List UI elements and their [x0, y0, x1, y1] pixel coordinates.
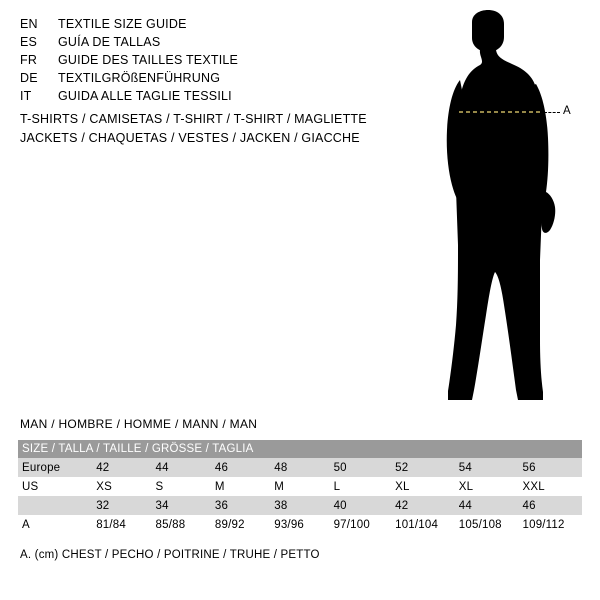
table-cell: 56: [519, 458, 583, 477]
table-cell: 48: [270, 458, 329, 477]
table-cell: 85/88: [152, 515, 211, 534]
table-cell: S: [152, 477, 211, 496]
row-label: [18, 496, 92, 515]
table-cell: 44: [152, 458, 211, 477]
table-cell: XL: [455, 477, 519, 496]
language-title: GUÍA DE TALLAS: [58, 35, 161, 49]
table-cell: 32: [92, 496, 151, 515]
table-cell: 93/96: [270, 515, 329, 534]
table-cell: 97/100: [330, 515, 392, 534]
language-code: FR: [20, 53, 38, 67]
language-row: [20, 87, 380, 105]
table-cell: 81/84: [92, 515, 151, 534]
row-label: A: [18, 515, 92, 534]
table-cell: M: [211, 477, 270, 496]
language-row: [20, 15, 380, 33]
language-row: [20, 51, 380, 69]
table-cell: XXL: [519, 477, 583, 496]
size-table: [18, 440, 582, 534]
table-cell: 38: [270, 496, 329, 515]
table-row: [18, 477, 582, 496]
measure-label-a: A: [563, 105, 572, 117]
language-code: EN: [20, 17, 38, 31]
row-label: US: [18, 477, 92, 496]
table-cell: 46: [211, 458, 270, 477]
category-line-tshirts: T-SHIRTS / CAMISETAS / T-SHIRT / T-SHIRT / MAGLIETTE: [20, 112, 367, 126]
table-cell: 54: [455, 458, 519, 477]
table-cell: XL: [391, 477, 455, 496]
table-row: [18, 458, 582, 477]
table-cell: 46: [519, 496, 583, 515]
table-header-row: [18, 440, 582, 458]
table-cell: M: [270, 477, 329, 496]
table-section-title: MAN / HOMBRE / HOMME / MANN / MAN: [20, 417, 258, 431]
category-block: [20, 110, 420, 148]
male-silhouette-illustration: [400, 10, 600, 405]
table-cell: L: [330, 477, 392, 496]
language-code: DE: [20, 71, 38, 85]
language-title: TEXTILGRÖßENFÜHRUNG: [58, 71, 221, 85]
row-label: Europe: [18, 458, 92, 477]
language-title: GUIDE DES TAILLES TEXTILE: [58, 53, 239, 67]
language-code: IT: [20, 89, 32, 103]
table-header-label: SIZE / TALLA / TAILLE / GRÖSSE / TAGLIA: [18, 440, 582, 458]
measure-leader-line: [544, 112, 560, 114]
language-row: [20, 33, 380, 51]
language-code: ES: [20, 35, 38, 49]
language-title: TEXTILE SIZE GUIDE: [58, 17, 187, 31]
table-cell: 52: [391, 458, 455, 477]
language-header-block: [20, 15, 380, 105]
table-cell: 40: [330, 496, 392, 515]
language-title: GUIDA ALLE TAGLIE TESSILI: [58, 89, 232, 103]
table-cell: 42: [391, 496, 455, 515]
table-cell: 89/92: [211, 515, 270, 534]
table-cell: 105/108: [455, 515, 519, 534]
table-cell: 36: [211, 496, 270, 515]
table-row: [18, 515, 582, 534]
table-cell: 34: [152, 496, 211, 515]
table-cell: XS: [92, 477, 151, 496]
table-footnote: A. (cm) CHEST / PECHO / POITRINE / TRUHE / PETTO: [20, 549, 320, 561]
category-line-jackets: JACKETS / CHAQUETAS / VESTES / JACKEN / GIACCHE: [20, 131, 360, 145]
table-row: [18, 496, 582, 515]
table-cell: 109/112: [519, 515, 583, 534]
table-cell: 44: [455, 496, 519, 515]
table-cell: 42: [92, 458, 151, 477]
table-cell: 101/104: [391, 515, 455, 534]
table-cell: 50: [330, 458, 392, 477]
language-row: [20, 69, 380, 87]
